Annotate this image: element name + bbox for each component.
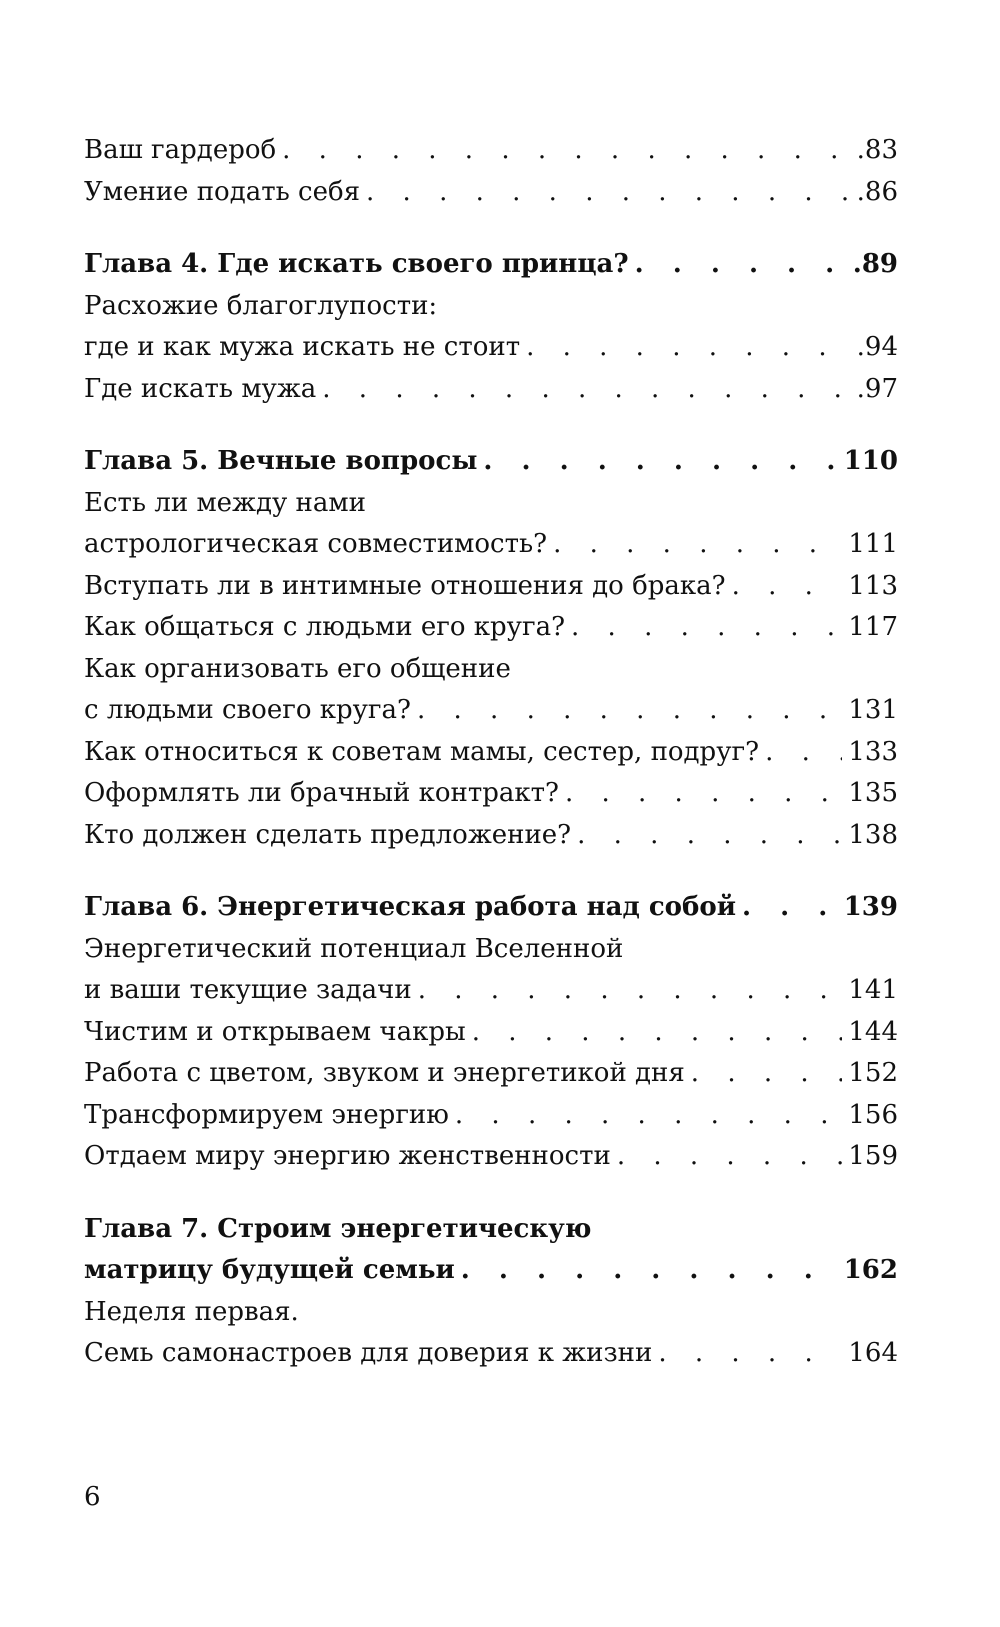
dot-leader xyxy=(461,1250,838,1292)
toc-entry xyxy=(84,773,898,815)
toc-entry-title: матрицу будущей семьи xyxy=(84,1255,455,1285)
toc-entry-title: Где искать мужа xyxy=(84,373,317,404)
table-of-contents xyxy=(84,130,898,1375)
toc-entry xyxy=(84,1292,898,1334)
toc-entry-title: Отдаем миру энергию женственности xyxy=(84,1141,611,1171)
toc-entry-title: Семь самонастроев для доверия к жизни xyxy=(84,1338,653,1368)
toc-entry-title: Трансформируем энергию xyxy=(84,1099,449,1130)
dot-leader xyxy=(742,887,838,929)
dot-leader xyxy=(571,607,842,649)
toc-chapter-entry xyxy=(84,441,898,483)
toc-entry xyxy=(84,327,898,369)
toc-chapter-entry xyxy=(84,244,898,286)
toc-entry-page: 144 xyxy=(848,1016,898,1047)
toc-entry-page: 131 xyxy=(848,695,898,725)
dot-leader xyxy=(577,815,842,857)
dot-leader xyxy=(635,244,847,286)
dot-leader xyxy=(565,773,842,815)
toc-chapter-entry xyxy=(84,1209,898,1251)
toc-entry-page: 162 xyxy=(843,1255,898,1285)
toc-entry xyxy=(84,607,898,649)
toc-entry xyxy=(84,566,898,608)
section-gap xyxy=(84,856,898,887)
toc-entry-title: Глава 5. Вечные вопросы xyxy=(84,446,478,476)
dot-leader xyxy=(483,441,837,483)
toc-entry xyxy=(84,929,898,971)
section-gap xyxy=(84,410,898,441)
toc-entry-page: 113 xyxy=(848,570,898,601)
toc-entry-page: 138 xyxy=(848,819,898,850)
toc-entry-page: 152 xyxy=(848,1058,898,1088)
toc-entry xyxy=(84,130,898,172)
toc-entry-title: Энергетический потенциал Вселенной xyxy=(84,933,624,964)
dot-leader xyxy=(282,130,850,172)
toc-chapter-entry xyxy=(84,1250,898,1292)
toc-entry-title: Как организовать его общение xyxy=(84,653,511,684)
toc-entry-title: Глава 4. Где искать своего принца? xyxy=(84,249,629,279)
section-gap xyxy=(84,213,898,244)
toc-entry-page: .83 xyxy=(856,135,898,165)
toc-entry xyxy=(84,970,898,1012)
toc-entry-title: и ваши текущие задачи xyxy=(84,975,412,1005)
toc-entry xyxy=(84,1136,898,1178)
toc-entry-title: Вступать ли в интимные отношения до брака? xyxy=(84,570,726,601)
toc-entry-page: 111 xyxy=(848,529,898,559)
dot-leader xyxy=(418,970,843,1012)
toc-entry-page: .89 xyxy=(852,249,898,279)
toc-entry-title: Расхожие благоглупости: xyxy=(84,290,438,321)
dot-leader xyxy=(526,327,851,369)
toc-entry-title: Умение подать себя xyxy=(84,176,361,207)
dot-leader xyxy=(455,1095,842,1137)
toc-entry xyxy=(84,1012,898,1054)
dot-leader xyxy=(691,1053,843,1095)
toc-entry xyxy=(84,690,898,732)
toc-entry xyxy=(84,286,898,328)
toc-entry-page: 164 xyxy=(848,1338,898,1368)
toc-entry-page: .94 xyxy=(856,332,898,362)
page-number: 6 xyxy=(84,1482,101,1512)
dot-leader xyxy=(658,1333,842,1375)
toc-entry-title: Как относиться к советам мамы, сестер, подруг? xyxy=(84,736,760,767)
dot-leader xyxy=(366,172,851,214)
dot-leader xyxy=(417,690,842,732)
toc-entry xyxy=(84,483,898,525)
toc-entry-page: 156 xyxy=(848,1099,898,1130)
toc-entry-title: Как общаться с людьми его круга? xyxy=(84,612,566,642)
dot-leader xyxy=(322,369,850,411)
toc-entry-title: Ваш гардероб xyxy=(84,135,277,165)
toc-chapter-entry xyxy=(84,887,898,929)
toc-entry xyxy=(84,369,898,411)
toc-entry xyxy=(84,1053,898,1095)
toc-entry-title: Глава 7. Строим энергетическую xyxy=(84,1213,592,1244)
dot-leader xyxy=(472,1012,843,1054)
toc-entry-title: Чистим и открываем чакры xyxy=(84,1016,466,1047)
dot-leader xyxy=(617,1136,843,1178)
toc-entry-title: Кто должен сделать предложение? xyxy=(84,819,572,850)
toc-entry-title: с людьми своего круга? xyxy=(84,695,411,725)
toc-entry xyxy=(84,815,898,857)
toc-entry xyxy=(84,649,898,691)
toc-entry xyxy=(84,1095,898,1137)
toc-entry-page: 117 xyxy=(848,612,898,642)
toc-entry-page: 133 xyxy=(848,736,898,767)
dot-leader xyxy=(765,732,842,774)
toc-entry-page: 110 xyxy=(843,446,898,476)
toc-entry xyxy=(84,732,898,774)
toc-entry xyxy=(84,524,898,566)
toc-entry-page: .97 xyxy=(856,373,898,404)
toc-entry-title: Есть ли между нами xyxy=(84,487,366,518)
toc-entry-title: Глава 6. Энергетическая работа над собой xyxy=(84,892,736,922)
dot-leader xyxy=(553,524,842,566)
toc-entry-title: где и как мужа искать не стоит xyxy=(84,332,521,362)
toc-entry-title: Оформлять ли брачный контракт? xyxy=(84,778,559,808)
toc-entry-title: Неделя первая. xyxy=(84,1296,299,1327)
toc-entry-page: 159 xyxy=(848,1141,898,1171)
toc-entry-title: астрологическая совместимость? xyxy=(84,529,548,559)
section-gap xyxy=(84,1178,898,1209)
toc-entry xyxy=(84,172,898,214)
toc-entry-title: Работа с цветом, звуком и энергетикой дня xyxy=(84,1058,685,1088)
toc-entry xyxy=(84,1333,898,1375)
toc-entry-page: 139 xyxy=(843,892,898,922)
toc-entry-page: 135 xyxy=(848,778,898,808)
toc-entry-page: 141 xyxy=(848,975,898,1005)
dot-leader xyxy=(732,566,843,608)
toc-entry-page: .86 xyxy=(856,176,898,207)
